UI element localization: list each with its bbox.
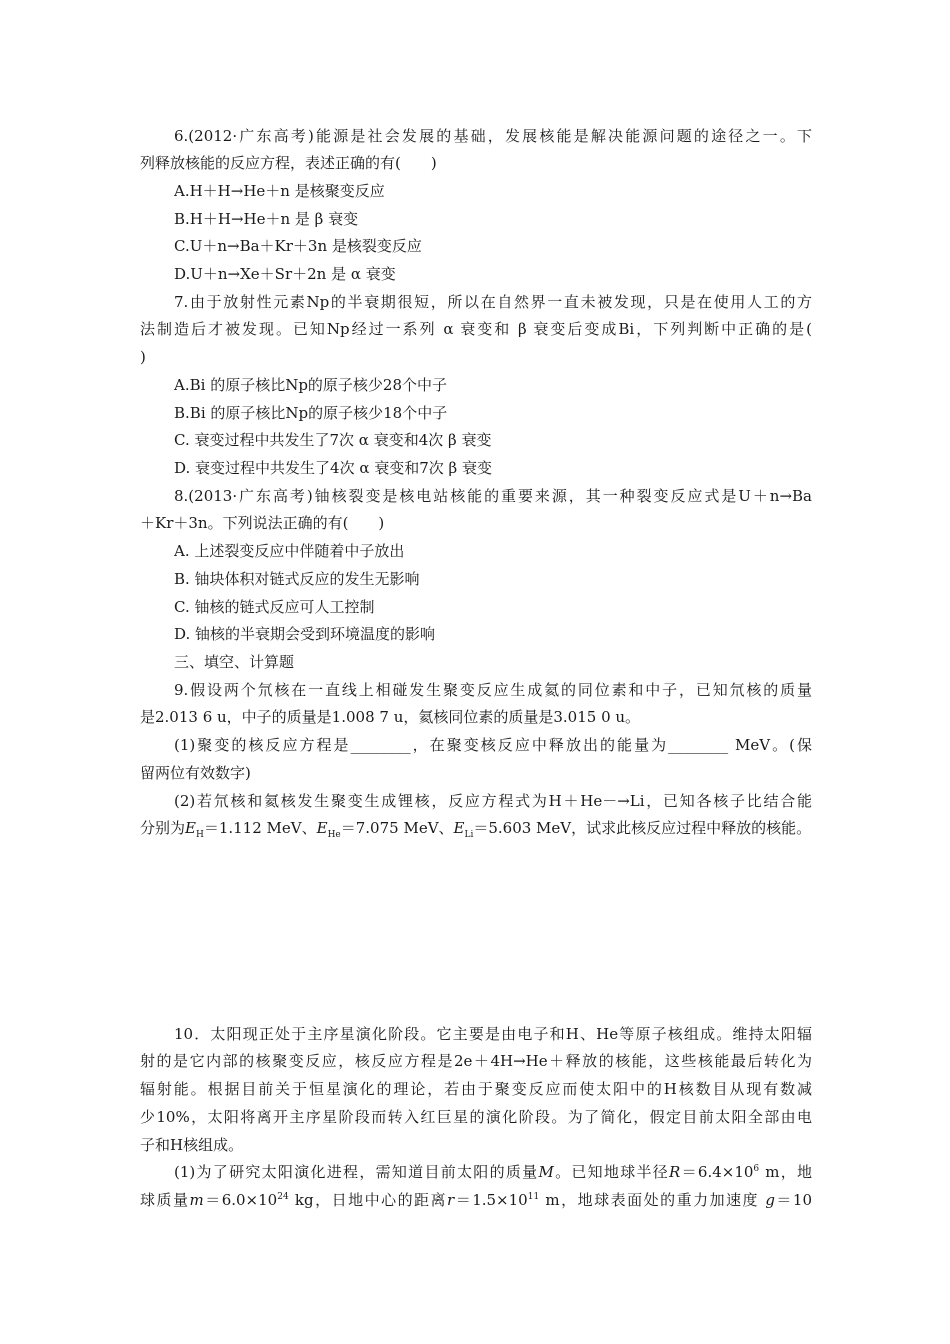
q6-option-d: D.U＋n→Xe＋Sr＋2n 是 α 衰变 xyxy=(174,265,396,283)
q8-line-1: 8.(2013·广东高考)铀核裂变是核电站核能的重要来源，其一种裂变反应式是U＋n→Ba xyxy=(174,487,812,505)
q8-option-d: D. 铀核的半衰期会受到环境温度的影响 xyxy=(174,625,436,643)
binding-energy-symbol: E xyxy=(185,819,196,837)
q10-part1-suffix: m，地 xyxy=(759,1163,812,1181)
q9-part2-prefix: 分别为 xyxy=(140,819,186,837)
hydrogen-subscript: H xyxy=(195,830,204,840)
earth-mass-value: ＝6.0×10 xyxy=(203,1191,278,1209)
helium-subscript: He xyxy=(327,830,341,840)
q10-part1-prefix: (1)为了研究太阳演化进程，需知道目前太阳的质量 xyxy=(174,1163,539,1181)
q10-line-5: 子和H核组成。 xyxy=(140,1136,244,1154)
section-heading: 三、填空、计算题 xyxy=(174,653,295,671)
earth-radius-value: ＝6.4×10 xyxy=(680,1163,754,1181)
lithium-subscript: Li xyxy=(464,830,474,840)
q10-line-1: 10．太阳现正处于主序星演化阶段。它主要是由电子和H、He等原子核组成。维持太阳辐 xyxy=(174,1025,812,1043)
q6-line-2: 列释放核能的反应方程，表述正确的有( ) xyxy=(140,154,437,172)
binding-energy-h: ＝1.112 MeV、 xyxy=(203,819,317,837)
q6-option-b: B.H＋H→He＋n 是 β 衰变 xyxy=(174,210,359,228)
gravity-value: ＝10 xyxy=(774,1191,812,1209)
q8-line-2: ＋Kr＋3n。下列说法正确的有( ) xyxy=(140,514,385,532)
q7-line-1: 7.由于放射性元素Np的半衰期很短，所以在自然界一直未被发现，只是在使用人工的方 xyxy=(174,293,812,311)
q6-line-1: 6.(2012·广东高考)能源是社会发展的基础，发展核能是解决能源问题的途径之一。下 xyxy=(174,127,812,145)
q8-option-b: B. 铀块体积对链式反应的发生无影响 xyxy=(174,570,420,588)
earth-mass-exponent: 24 xyxy=(277,1192,289,1202)
q7-line-3: ) xyxy=(140,348,146,366)
q10-part1-line-1 xyxy=(174,1162,812,1182)
q7-option-a: A.Bi 的原子核比Np的原子核少28个中子 xyxy=(174,376,448,394)
q9-part2-line-2 xyxy=(140,818,811,838)
q6-option-a: A.H＋H→He＋n 是核聚变反应 xyxy=(174,182,385,200)
q7-option-c: C. 衰变过程中共发生了7次 α 衰变和4次 β 衰变 xyxy=(174,431,492,449)
q9-line-1: 9.假设两个氘核在一直线上相碰发生聚变反应生成氦的同位素和中子，已知氘核的质量 xyxy=(174,681,812,699)
binding-energy-he: ＝7.075 MeV、 xyxy=(340,819,454,837)
q10-line2-prefix: 球质量 xyxy=(140,1191,190,1209)
binding-energy-li: ＝5.603 MeV，试求此核反应过程中释放的核能。 xyxy=(473,819,812,837)
q10-line2-mid: kg，日地中心的距离 xyxy=(288,1191,448,1209)
earth-radius-exponent: 6 xyxy=(753,1164,760,1174)
q8-option-c: C. 铀核的链式反应可人工控制 xyxy=(174,598,375,616)
binding-energy-symbol: E xyxy=(453,819,465,837)
sun-earth-distance-exponent: 11 xyxy=(527,1192,540,1202)
q8-option-a: A. 上述裂变反应中伴随着中子放出 xyxy=(174,542,405,560)
q6-option-c: C.U＋n→Ba＋Kr＋3n 是核裂变反应 xyxy=(174,237,422,255)
q9-part2-line-1: (2)若氘核和氦核发生聚变生成锂核，反应方程式为H＋He－→Li，已知各核子比结合能 xyxy=(174,792,812,810)
q9-part1-line-2: 留两位有效数字) xyxy=(140,764,251,782)
q10-line2-mid2: m，地球表面处的重力加速度 xyxy=(539,1191,766,1209)
sun-earth-distance-symbol: r xyxy=(447,1191,455,1209)
q10-part1-mid: 。已知地球半径 xyxy=(553,1163,670,1181)
q9-part1-line-1: (1)聚变的核反应方程是________，在聚变核反应中释放出的能量为________ MeV。(保 xyxy=(174,736,812,754)
q10-line-2: 射的是它内部的核聚变反应，核反应方程是2e＋4H→He＋释放的核能，这些核能最后转化为 xyxy=(140,1052,812,1070)
sun-earth-distance-value: ＝1.5×10 xyxy=(454,1191,528,1209)
binding-energy-symbol: E xyxy=(316,819,328,837)
gravity-symbol: g xyxy=(765,1191,775,1209)
q7-line-2: 法制造后才被发现。已知Np经过一系列 α 衰变和 β 衰变后变成Bi，下列判断中正确的是( xyxy=(140,320,812,338)
q9-line-2: 是2.013 6 u，中子的质量是1.008 7 u，氦核同位素的质量是3.015 0 u。 xyxy=(140,708,641,726)
q7-option-b: B.Bi 的原子核比Np的原子核少18个中子 xyxy=(174,404,448,422)
q10-part1-line-2 xyxy=(140,1190,812,1210)
q10-line-3: 辐射能。根据目前关于恒星演化的理论，若由于聚变反应而使太阳中的H核数目从现有数减 xyxy=(140,1080,812,1098)
q7-option-d: D. 衰变过程中共发生了4次 α 衰变和7次 β 衰变 xyxy=(174,459,492,477)
earth-radius-symbol: R xyxy=(669,1163,681,1181)
q10-line-4: 少10%，太阳将离开主序星阶段而转入红巨星的演化阶段。为了简化，假定目前太阳全部由电 xyxy=(140,1108,812,1126)
sun-mass-symbol: M xyxy=(538,1163,554,1181)
earth-mass-symbol: m xyxy=(189,1191,204,1209)
